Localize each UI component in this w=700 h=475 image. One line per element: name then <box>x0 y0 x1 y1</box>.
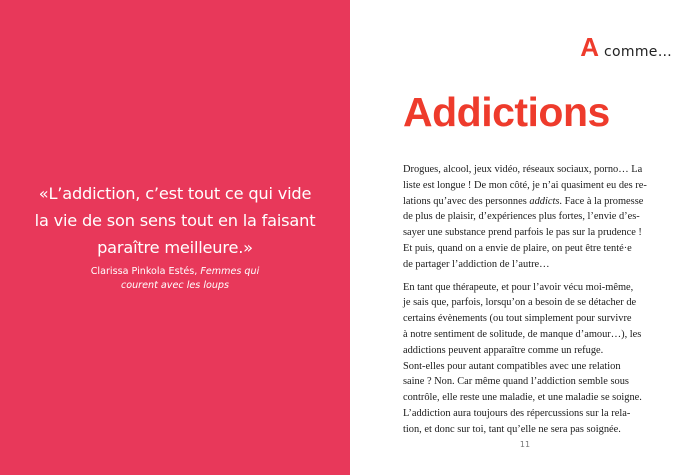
body-line: liste est longue ! De mon côté, je n’ai quasiment eu des re- <box>403 179 647 191</box>
body-line: certains évènements (ou tout simplement pour survivre <box>403 313 632 325</box>
body-line: à notre sentiment de solitude, de manque d’amour…), les <box>403 328 642 340</box>
quote-line: «L’addiction, c’est tout ce qui vide <box>38 184 312 203</box>
paragraph-gap <box>403 273 668 280</box>
body-line: je sais que, parfois, lorsqu’on a besoin de se détacher de <box>403 297 637 309</box>
body-line: saine ? Non. Car même quand l’addiction semble sous <box>403 376 629 388</box>
attribution-book-title: courent avec les loups <box>120 280 230 291</box>
page-title: Addictions <box>403 89 610 135</box>
chapter-letter: A <box>580 32 600 62</box>
body-line: addictions peuvent apparaître comme un refuge. <box>403 344 604 356</box>
attribution-line <box>20 279 330 293</box>
page-number: 11 <box>519 440 531 449</box>
body-line: tion, et donc sur toi, tant qu’elle ne sera pas soignée. <box>403 423 621 435</box>
body-line: Et puis, quand on a envie de plaire, on peut être tenté·e <box>403 242 632 254</box>
body-line: lations qu’avec des personnes addicts. Face à la promesse <box>403 195 644 207</box>
body-line: Drogues, alcool, jeux vidéo, réseaux sociaux, porno… La <box>403 164 643 175</box>
epigraph-quote <box>20 180 330 261</box>
body-line: de plus de plaisir, d’expériences plus fortes, l’envie d’es- <box>403 211 640 223</box>
emphasis: addicts <box>529 195 560 207</box>
chapter-word: comme… <box>604 44 672 60</box>
body-line: L’addiction aura toujours des répercussions sur la rela- <box>403 407 631 419</box>
attribution-author: Clarissa Pinkola Estés, <box>90 266 201 277</box>
body-line: de partager l’addiction de l’autre… <box>403 258 550 270</box>
chapter-header <box>580 34 672 60</box>
attribution-line <box>20 265 330 279</box>
right-page <box>350 0 700 475</box>
body-line: Sont-elles pour autant compatibles avec une relation <box>403 360 621 372</box>
body-line: contrôle, elle reste une maladie, et une maladie se soigne. <box>403 392 642 404</box>
body-line: sayer une substance prend parfois le pas sur la prudence ! <box>403 227 642 239</box>
quote-attribution <box>20 265 330 293</box>
body-text <box>403 162 668 438</box>
quote-line: la vie de son sens tout en la faisant <box>34 211 316 230</box>
attribution-book-title: Femmes qui <box>200 266 260 277</box>
quote-line: paraître meilleure.» <box>97 238 253 257</box>
body-line: En tant que thérapeute, et pour l’avoir vécu moi-même, <box>403 281 634 293</box>
